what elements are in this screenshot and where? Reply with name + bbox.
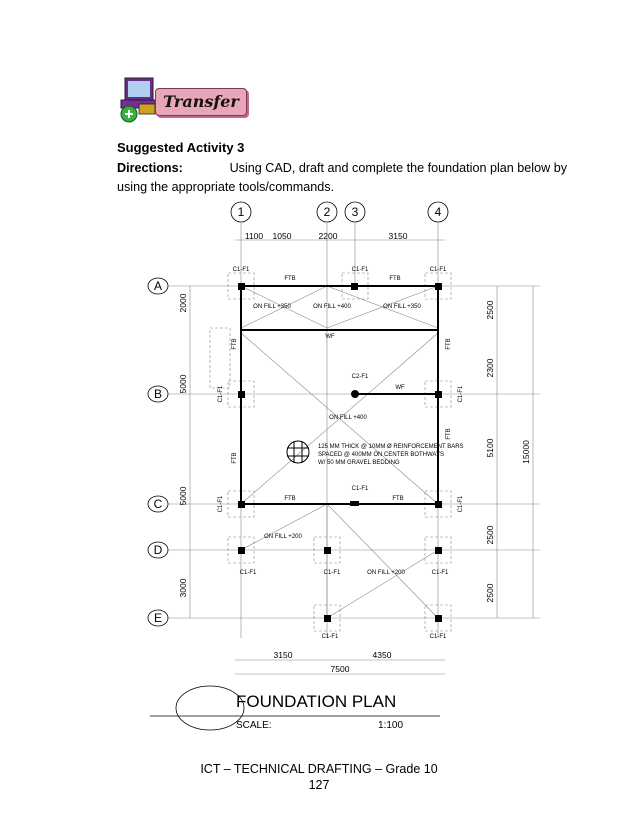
directions-text xyxy=(117,159,567,197)
footing-label: C1-F1 xyxy=(431,570,449,576)
fill-label: ON FILL +350 xyxy=(253,304,291,310)
beam-label: FTB xyxy=(232,338,238,350)
left-dimension: 3000 xyxy=(178,578,188,598)
slab-note-line: 125 MM THICK @ 10MM Ø REINFORCEMENT BARS xyxy=(318,444,464,450)
footing-label: C1-F1 xyxy=(458,385,464,403)
slab-note-line: SPACED @ 400MM ON CENTER BOTHWAYS xyxy=(318,452,444,458)
scale-value: 1:100 xyxy=(378,720,404,731)
fill-label: ON FILL +200 xyxy=(264,534,302,540)
grid-col-label: 2 xyxy=(323,205,331,219)
scale-label: SCALE: xyxy=(236,720,272,731)
beam-label: FTB xyxy=(284,496,296,502)
footing-label: C1-F1 xyxy=(458,495,464,513)
footing-label: C1-F1 xyxy=(429,634,447,640)
beam-label: FTB xyxy=(446,338,452,350)
beam-label: FTB xyxy=(389,276,401,282)
left-dimension: 5000 xyxy=(178,486,188,506)
grid-row-label: E xyxy=(153,611,163,625)
bottom-total-dimension: 7500 xyxy=(330,664,350,674)
right-dimension: 2500 xyxy=(485,583,495,603)
footing-label: C1-F1 xyxy=(232,267,250,273)
grid-row-label: B xyxy=(153,387,163,401)
plan-title: FOUNDATION PLAN xyxy=(236,692,397,711)
footing-label: C1-F1 xyxy=(323,570,341,576)
directions-line2: using the appropriate tools/commands. xyxy=(117,180,335,194)
footing-label: C1-F1 xyxy=(239,570,257,576)
right-total-dimension: 15000 xyxy=(521,440,531,464)
top-dimension: 1100 xyxy=(244,231,264,241)
fill-label: ON FILL +350 xyxy=(383,304,421,310)
grid-col-label: 3 xyxy=(351,205,359,219)
footing-label: C1-F1 xyxy=(321,634,339,640)
transfer-banner: Transfer xyxy=(155,88,247,116)
slab-note-line: W/ 50 MM GRAVEL BEDDING xyxy=(318,460,400,466)
activity-heading: Suggested Activity 3 xyxy=(117,140,245,155)
right-dimension: 2500 xyxy=(485,525,495,545)
wall-footing-label: WF xyxy=(395,385,405,391)
left-dimension: 5000 xyxy=(178,374,188,394)
grid-row-label: D xyxy=(153,543,163,557)
fill-label: ON FILL +200 xyxy=(367,570,405,576)
footing-label: C1-F1 xyxy=(351,267,369,273)
left-dimension: 2000 xyxy=(178,293,188,313)
top-dimension: 2200 xyxy=(318,231,338,241)
right-dimension: 2300 xyxy=(485,358,495,378)
page-number: 127 xyxy=(308,778,330,792)
footer-course: ICT – TECHNICAL DRAFTING – Grade 10 xyxy=(200,762,438,776)
bottom-dimension: 4350 xyxy=(372,650,392,660)
footing-label: C1-F1 xyxy=(429,267,447,273)
grid-row-label: A xyxy=(153,279,163,293)
beam-label: FTB xyxy=(284,276,296,282)
fill-label: ON FILL +400 xyxy=(329,415,367,421)
top-dimension: 1050 xyxy=(272,231,292,241)
wall-footing-label: WF xyxy=(325,334,335,340)
grid-row-label: C xyxy=(153,497,163,511)
grid-col-label: 1 xyxy=(237,205,245,219)
fill-label: ON FILL +400 xyxy=(313,304,351,310)
footing-label: C2-F1 xyxy=(351,374,369,380)
beam-label: FTB xyxy=(232,452,238,464)
foundation-plan-drawing xyxy=(140,198,560,732)
right-dimension: 5100 xyxy=(485,438,495,458)
beam-label: FTB xyxy=(392,496,404,502)
right-dimension: 2500 xyxy=(485,300,495,320)
directions-label: Directions: xyxy=(117,161,183,175)
top-dimension: 3150 xyxy=(388,231,408,241)
bottom-dimension: 3150 xyxy=(273,650,293,660)
footing-label: C1-F1 xyxy=(351,486,369,492)
footing-label: C1-F1 xyxy=(218,495,224,513)
directions-line1: Using CAD, draft and complete the foundation plan below by xyxy=(229,161,567,175)
grid-col-label: 4 xyxy=(434,205,442,219)
beam-label: FTB xyxy=(446,428,452,440)
footing-label: C1-F1 xyxy=(218,385,224,403)
